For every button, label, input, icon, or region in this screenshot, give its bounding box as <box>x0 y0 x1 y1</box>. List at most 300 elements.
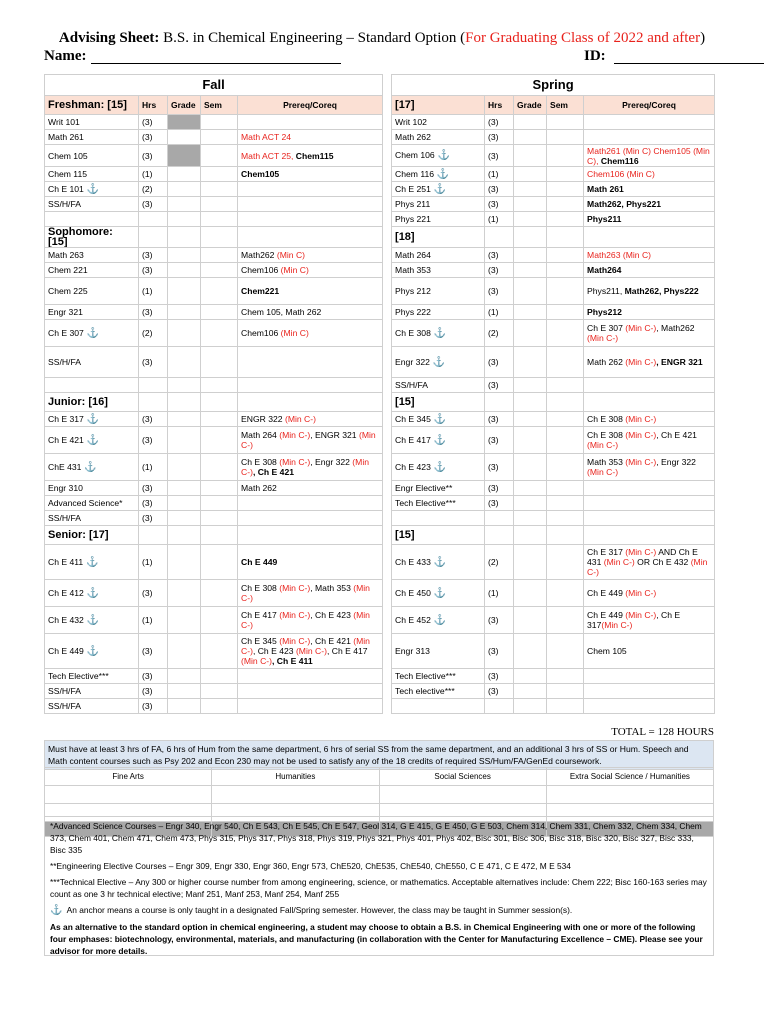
col-prereq: Prereq/Coreq <box>238 96 383 115</box>
course-name <box>45 212 139 227</box>
anchor-icon: ⚓ <box>83 556 99 568</box>
grade-cell[interactable] <box>514 454 547 481</box>
sem-cell[interactable] <box>547 684 584 699</box>
col-sem: Sem <box>201 96 238 115</box>
col-prereq: Prereq/Coreq <box>584 96 715 115</box>
course-row <box>45 427 715 454</box>
sem-cell[interactable] <box>201 212 238 227</box>
course-name: Ch E 449 ⚓ <box>45 634 139 669</box>
course-hours: (3) <box>139 305 168 320</box>
anchor-icon: ⚓ <box>83 434 100 446</box>
grade-cell[interactable] <box>168 197 201 212</box>
course-name: Phys 221 <box>392 212 485 227</box>
col-grade: Grade <box>168 96 201 115</box>
sem-cell[interactable] <box>201 427 238 454</box>
course-name <box>392 511 485 526</box>
course-hours: (1) <box>139 278 168 305</box>
sem-cell[interactable] <box>547 511 584 526</box>
page-title: Advising Sheet: B.S. in Chemical Engineering – Standard Option (For Graduating Class of 2022 and after) <box>58 30 706 46</box>
anchor-icon: ⚓ <box>434 168 450 180</box>
course-row <box>45 496 715 511</box>
sem-cell[interactable] <box>201 278 238 305</box>
course-hours: (2) <box>139 320 168 347</box>
anchor-icon: ⚓ <box>83 327 100 339</box>
sem-cell[interactable] <box>201 145 238 167</box>
course-hours: (3) <box>485 412 514 427</box>
prereq-cell: Chem221 <box>238 278 383 305</box>
course-name: Ch E 411 ⚓ <box>45 545 139 580</box>
sem-cell[interactable] <box>201 378 238 393</box>
course-name <box>45 378 139 393</box>
grade-cell[interactable] <box>514 511 547 526</box>
prereq-cell: Ch E 308 (Min C-), Engr 322 (Min C-), Ch E 421 <box>238 454 383 481</box>
grade-cell[interactable] <box>168 545 201 580</box>
sem-cell[interactable] <box>201 454 238 481</box>
prereq-cell: Ch E 449 (Min C-) <box>584 580 715 607</box>
grade-cell[interactable] <box>168 378 201 393</box>
sem-cell[interactable] <box>547 305 584 320</box>
course-name: Phys 222 <box>392 305 485 320</box>
course-row <box>45 248 715 263</box>
anchor-icon: ⚓ <box>83 614 100 626</box>
prereq-cell: Ch E 417 (Min C-), Ch E 423 (Min C-) <box>238 607 383 634</box>
grade-cell[interactable] <box>514 607 547 634</box>
sem-cell[interactable] <box>201 115 238 130</box>
prereq-cell: Math 264 (Min C-), ENGR 321 (Min C-) <box>238 427 383 454</box>
prereq-cell: Ch E 308 (Min C-) <box>584 412 715 427</box>
prereq-cell: Math 261 <box>584 182 715 197</box>
prereq-cell <box>584 511 715 526</box>
course-name: Ch E 101 ⚓ <box>45 182 139 197</box>
course-row <box>45 263 715 278</box>
course-name: Ch E 345 ⚓ <box>392 412 485 427</box>
sem-cell[interactable] <box>547 197 584 212</box>
course-hours: (3) <box>485 278 514 305</box>
course-name: Math 353 <box>392 263 485 278</box>
sem-cell[interactable] <box>547 130 584 145</box>
course-hours: (3) <box>485 607 514 634</box>
course-hours: (3) <box>485 263 514 278</box>
course-name: Ch E 450 ⚓ <box>392 580 485 607</box>
prereq-cell: Phys211 <box>584 212 715 227</box>
course-name: Engr 322 ⚓ <box>392 347 485 378</box>
grade-cell[interactable] <box>514 347 547 378</box>
grade-cell[interactable] <box>514 278 547 305</box>
prereq-cell <box>584 130 715 145</box>
course-name: SS/H/FA <box>45 347 139 378</box>
prereq-cell <box>584 496 715 511</box>
course-hours <box>139 212 168 227</box>
sem-cell[interactable] <box>547 167 584 182</box>
sem-cell[interactable] <box>547 263 584 278</box>
extra-ss-hum-header: Extra Social Science / Humanities <box>546 768 713 786</box>
sem-cell[interactable] <box>201 320 238 347</box>
section-label-freshman: Freshman: [15] <box>45 96 139 115</box>
grade-cell[interactable] <box>168 669 201 684</box>
anchor-icon: ⚓ <box>83 413 100 425</box>
sem-cell[interactable] <box>201 305 238 320</box>
grade-cell[interactable] <box>514 634 547 669</box>
sem-cell[interactable] <box>201 130 238 145</box>
sem-cell[interactable] <box>201 699 238 714</box>
col-hrs: Hrs <box>139 96 168 115</box>
course-name: Engr 313 <box>392 634 485 669</box>
sem-cell[interactable] <box>547 347 584 378</box>
grade-cell[interactable] <box>168 607 201 634</box>
fine-arts-header: Fine Arts <box>45 768 212 786</box>
sem-cell[interactable] <box>201 496 238 511</box>
prereq-cell: Math 262 <box>238 481 383 496</box>
grade-cell[interactable] <box>168 278 201 305</box>
sem-cell[interactable] <box>201 481 238 496</box>
course-row <box>45 305 715 320</box>
prereq-cell <box>584 481 715 496</box>
course-row <box>45 145 715 167</box>
grade-cell[interactable] <box>168 634 201 669</box>
course-row <box>45 607 715 634</box>
sem-cell[interactable] <box>201 634 238 669</box>
course-hours: (3) <box>485 115 514 130</box>
prereq-cell: Math 262 (Min C-), ENGR 321 <box>584 347 715 378</box>
id-field[interactable] <box>614 63 764 64</box>
sem-cell[interactable] <box>201 347 238 378</box>
sem-cell[interactable] <box>201 182 238 197</box>
name-label: Name: <box>44 48 87 64</box>
prereq-cell: Ch E 345 (Min C-), Ch E 421 (Min C-), Ch E 423 (Min C-), Ch E 417 (Min C-), Ch E 411 <box>238 634 383 669</box>
course-name: Engr Elective** <box>392 481 485 496</box>
section-label-senior: Senior: [17] <box>45 526 139 545</box>
course-row <box>45 454 715 481</box>
course-row <box>45 684 715 699</box>
sem-cell[interactable] <box>201 669 238 684</box>
prereq-cell: Ch E 308 (Min C-), Ch E 421 (Min C-) <box>584 427 715 454</box>
course-row <box>45 197 715 212</box>
course-hours: (3) <box>139 511 168 526</box>
anchor-icon: ⚓ <box>83 645 100 657</box>
course-hours: (2) <box>485 320 514 347</box>
course-hours: (1) <box>485 212 514 227</box>
course-name: Ch E 421 ⚓ <box>45 427 139 454</box>
course-name: Writ 102 <box>392 115 485 130</box>
sem-cell[interactable] <box>547 320 584 347</box>
grade-cell[interactable] <box>168 167 201 182</box>
course-hours: (2) <box>139 182 168 197</box>
course-name: Ch E 417 ⚓ <box>392 427 485 454</box>
course-row <box>45 481 715 496</box>
prereq-cell: Math 353 (Min C-), Engr 322 (Min C-) <box>584 454 715 481</box>
course-hours: (3) <box>485 145 514 167</box>
course-row <box>45 511 715 526</box>
sem-cell[interactable] <box>547 669 584 684</box>
sem-cell[interactable] <box>547 580 584 607</box>
course-hours: (3) <box>485 634 514 669</box>
grade-cell[interactable] <box>514 145 547 167</box>
gened-cell[interactable] <box>546 786 713 804</box>
prereq-cell: Math263 (Min C) <box>584 248 715 263</box>
sem-cell[interactable] <box>201 197 238 212</box>
sem-cell[interactable] <box>547 115 584 130</box>
course-hours: (3) <box>139 248 168 263</box>
prereq-cell: Math262 (Min C) <box>238 248 383 263</box>
grade-cell[interactable] <box>168 427 201 454</box>
prereq-cell <box>584 378 715 393</box>
course-hours: (3) <box>139 496 168 511</box>
course-hours: (3) <box>139 481 168 496</box>
course-hours: (3) <box>139 427 168 454</box>
grade-cell[interactable] <box>514 167 547 182</box>
anchor-icon: ⚓ <box>430 327 447 339</box>
course-name: Chem 106 ⚓ <box>392 145 485 167</box>
course-row <box>45 182 715 197</box>
sem-cell[interactable] <box>547 412 584 427</box>
sem-cell[interactable] <box>547 454 584 481</box>
grade-cell[interactable] <box>168 248 201 263</box>
section-label-senior-spring: [15] <box>392 526 485 545</box>
grade-cell[interactable] <box>168 481 201 496</box>
humanities-header: Humanities <box>212 768 379 786</box>
anchor-icon: ⚓ <box>430 587 447 599</box>
grade-cell[interactable] <box>514 212 547 227</box>
prereq-cell <box>584 699 715 714</box>
course-name: Ch E 432 ⚓ <box>45 607 139 634</box>
course-name: Ch E 317 ⚓ <box>45 412 139 427</box>
course-name: Phys 211 <box>392 197 485 212</box>
footnotes <box>44 816 714 956</box>
sem-cell[interactable] <box>547 427 584 454</box>
course-row <box>45 699 715 714</box>
grade-cell[interactable] <box>514 669 547 684</box>
prereq-cell: Math ACT 25, Chem115 <box>238 145 383 167</box>
course-hours: (1) <box>485 580 514 607</box>
name-field[interactable] <box>91 63 341 64</box>
section-label-sophomore-spring: [18] <box>392 227 485 248</box>
course-hours: (3) <box>485 454 514 481</box>
sem-cell[interactable] <box>547 607 584 634</box>
prereq-cell <box>238 115 383 130</box>
prereq-cell <box>584 115 715 130</box>
sem-cell[interactable] <box>201 545 238 580</box>
grade-cell[interactable] <box>514 182 547 197</box>
prereq-cell: Math262, Phys221 <box>584 197 715 212</box>
sem-cell[interactable] <box>201 511 238 526</box>
id-label: ID: <box>584 48 606 64</box>
grade-cell[interactable] <box>168 347 201 378</box>
course-name: Ch E 423 ⚓ <box>392 454 485 481</box>
course-name: SS/H/FA <box>45 197 139 212</box>
prereq-cell <box>238 511 383 526</box>
course-hours: (3) <box>139 580 168 607</box>
course-hours: (3) <box>485 496 514 511</box>
total-hours: TOTAL = 128 HOURS <box>611 726 714 738</box>
course-name: Math 261 <box>45 130 139 145</box>
course-hours: (3) <box>139 145 168 167</box>
sem-cell[interactable] <box>547 496 584 511</box>
grade-cell[interactable] <box>514 580 547 607</box>
section-label-sophomore: Sophomore: [15] <box>45 227 139 248</box>
course-hours: (1) <box>139 607 168 634</box>
sem-cell[interactable] <box>547 248 584 263</box>
course-name: Advanced Science* <box>45 496 139 511</box>
grade-cell[interactable] <box>514 130 547 145</box>
grade-cell[interactable] <box>514 378 547 393</box>
sem-cell[interactable] <box>547 699 584 714</box>
sem-cell[interactable] <box>547 212 584 227</box>
course-name: Chem 116 ⚓ <box>392 167 485 182</box>
sem-cell[interactable] <box>547 145 584 167</box>
prereq-cell: Chem106 (Min C) <box>238 263 383 278</box>
course-row <box>45 378 715 393</box>
grade-cell[interactable] <box>514 320 547 347</box>
course-hours: (3) <box>485 669 514 684</box>
course-hours: (3) <box>485 427 514 454</box>
course-row <box>45 347 715 378</box>
adv-science-note: *Advanced Science Courses – Engr 340, Engr 540, Ch E 543, Ch E 545, Ch E 547, Geol 314, G E 415, G E 450, G E 503, Chem 314, Chem 331, Chem 332, Chem 334, Chem 373, Chem 401, Chem 471, Chem 473, Phys 315, Phys 317, Phys 318, Phys 319, Phys 321, Phys 401, Phys 402, Bisc 301, Bisc 306, Bisc 318, Bisc 320, Bisc 327, Bisc 333, Bisc 335 <box>50 821 702 855</box>
sem-cell[interactable] <box>201 263 238 278</box>
grade-cell[interactable] <box>514 481 547 496</box>
page-header <box>44 30 720 66</box>
grade-cell[interactable] <box>514 412 547 427</box>
sem-cell[interactable] <box>201 412 238 427</box>
prereq-cell: Phys211, Math262, Phys222 <box>584 278 715 305</box>
course-name: Math 264 <box>392 248 485 263</box>
anchor-icon: ⚓ <box>83 587 100 599</box>
prereq-cell: Ch E 317 (Min C-) AND Ch E 431 (Min C-) OR Ch E 432 (Min C-) <box>584 545 715 580</box>
gened-cell[interactable] <box>45 786 212 804</box>
course-hours: (3) <box>485 248 514 263</box>
sem-cell[interactable] <box>547 545 584 580</box>
grade-cell[interactable] <box>514 305 547 320</box>
course-name <box>392 699 485 714</box>
prereq-cell <box>238 212 383 227</box>
course-grid <box>44 74 715 714</box>
prereq-cell: Ch E 307 (Min C-), Math262 (Min C-) <box>584 320 715 347</box>
course-hours: (3) <box>485 347 514 378</box>
course-name: Phys 212 <box>392 278 485 305</box>
course-name: Writ 101 <box>45 115 139 130</box>
anchor-icon: ⚓ <box>434 150 450 161</box>
section-label-junior-spring: [15] <box>392 393 485 412</box>
tech-elective-note: ***Technical Elective – Any 300 or higher course number from among engineering, science, or mathematics. Acceptable alternatives include: Chem 222; Bisc 160-163 series may count as one 3 hr technical elective; Manf 251, Manf 253, Manf 254, Manf 255 <box>50 877 707 899</box>
grade-cell[interactable] <box>168 305 201 320</box>
sem-cell[interactable] <box>547 634 584 669</box>
course-hours: (3) <box>139 669 168 684</box>
grade-cell[interactable] <box>168 263 201 278</box>
course-row <box>45 545 715 580</box>
sem-cell[interactable] <box>547 378 584 393</box>
course-name: SS/H/FA <box>45 684 139 699</box>
course-hours <box>139 378 168 393</box>
grade-cell[interactable] <box>168 320 201 347</box>
course-hours: (1) <box>485 305 514 320</box>
course-name: ChE 431 ⚓ <box>45 454 139 481</box>
prereq-cell <box>238 197 383 212</box>
course-hours: (3) <box>139 263 168 278</box>
prereq-cell: Ch E 308 (Min C-), Math 353 (Min C-) <box>238 580 383 607</box>
grade-cell[interactable] <box>168 412 201 427</box>
sem-cell[interactable] <box>201 167 238 182</box>
grade-cell[interactable] <box>168 130 201 145</box>
course-hours: (1) <box>485 167 514 182</box>
grade-cell[interactable] <box>514 115 547 130</box>
col-sem: Sem <box>547 96 584 115</box>
semester-spring-title: Spring <box>392 75 715 96</box>
course-row <box>45 278 715 305</box>
course-name: Chem 221 <box>45 263 139 278</box>
prereq-cell: Chem 105, Math 262 <box>238 305 383 320</box>
course-name: SS/H/FA <box>45 699 139 714</box>
grade-cell[interactable] <box>514 197 547 212</box>
sem-cell[interactable] <box>547 182 584 197</box>
course-name: Ch E 412 ⚓ <box>45 580 139 607</box>
course-row <box>45 115 715 130</box>
course-name: Engr 310 <box>45 481 139 496</box>
prereq-cell <box>238 378 383 393</box>
grade-cell[interactable] <box>514 427 547 454</box>
course-hours: (3) <box>139 115 168 130</box>
course-hours: (1) <box>139 545 168 580</box>
course-hours: (3) <box>485 197 514 212</box>
course-name: Tech Elective*** <box>45 669 139 684</box>
grade-cell[interactable] <box>514 263 547 278</box>
grade-cell[interactable] <box>514 545 547 580</box>
prereq-cell: Chem105 <box>238 167 383 182</box>
sem-cell[interactable] <box>547 278 584 305</box>
course-hours: (3) <box>485 481 514 496</box>
course-hours: (3) <box>485 684 514 699</box>
grade-cell[interactable] <box>168 212 201 227</box>
sem-cell[interactable] <box>201 580 238 607</box>
grade-cell[interactable] <box>514 699 547 714</box>
anchor-icon: ⚓ <box>430 183 447 195</box>
course-hours: (1) <box>139 167 168 182</box>
sem-cell[interactable] <box>201 684 238 699</box>
grade-cell[interactable] <box>168 511 201 526</box>
grade-cell[interactable] <box>514 496 547 511</box>
prereq-cell: Chem 105 <box>584 634 715 669</box>
prereq-cell <box>584 684 715 699</box>
sem-cell[interactable] <box>201 248 238 263</box>
grade-cell[interactable] <box>168 182 201 197</box>
grade-cell[interactable] <box>168 699 201 714</box>
prereq-cell: Chem106 (Min C) <box>238 320 383 347</box>
section-label-junior: Junior: [16] <box>45 393 139 412</box>
grade-cell[interactable] <box>168 496 201 511</box>
gened-cell[interactable] <box>379 786 546 804</box>
course-row <box>45 130 715 145</box>
social-sciences-header: Social Sciences <box>379 768 546 786</box>
anchor-icon: ⚓ <box>430 413 447 425</box>
prereq-cell <box>238 496 383 511</box>
course-hours: (1) <box>139 454 168 481</box>
course-row <box>45 212 715 227</box>
sem-cell[interactable] <box>547 481 584 496</box>
anchor-icon: ⚓ <box>430 614 447 626</box>
grade-cell[interactable] <box>514 248 547 263</box>
course-name: SS/H/FA <box>45 511 139 526</box>
gened-cell[interactable] <box>212 786 379 804</box>
grade-cell[interactable] <box>168 454 201 481</box>
course-hours: (3) <box>485 378 514 393</box>
grade-cell[interactable] <box>514 684 547 699</box>
grade-cell[interactable] <box>168 684 201 699</box>
grade-cell[interactable] <box>168 580 201 607</box>
prereq-cell <box>238 684 383 699</box>
course-hours: (3) <box>139 699 168 714</box>
course-name: Chem 225 <box>45 278 139 305</box>
sem-cell[interactable] <box>201 607 238 634</box>
course-name: Ch E 452 ⚓ <box>392 607 485 634</box>
requirement-note: Must have at least 3 hrs of FA, 6 hrs of Hum from the same department, 6 hrs of serial SS from the same department, and an additional 3 hrs of SS or Hum. Speech and Math content courses such as Psy 202 and Econ 230 may not be used to satisfy any of the 18 credits of required SS/Hum/FA/GenEd coursework. <box>44 740 714 770</box>
